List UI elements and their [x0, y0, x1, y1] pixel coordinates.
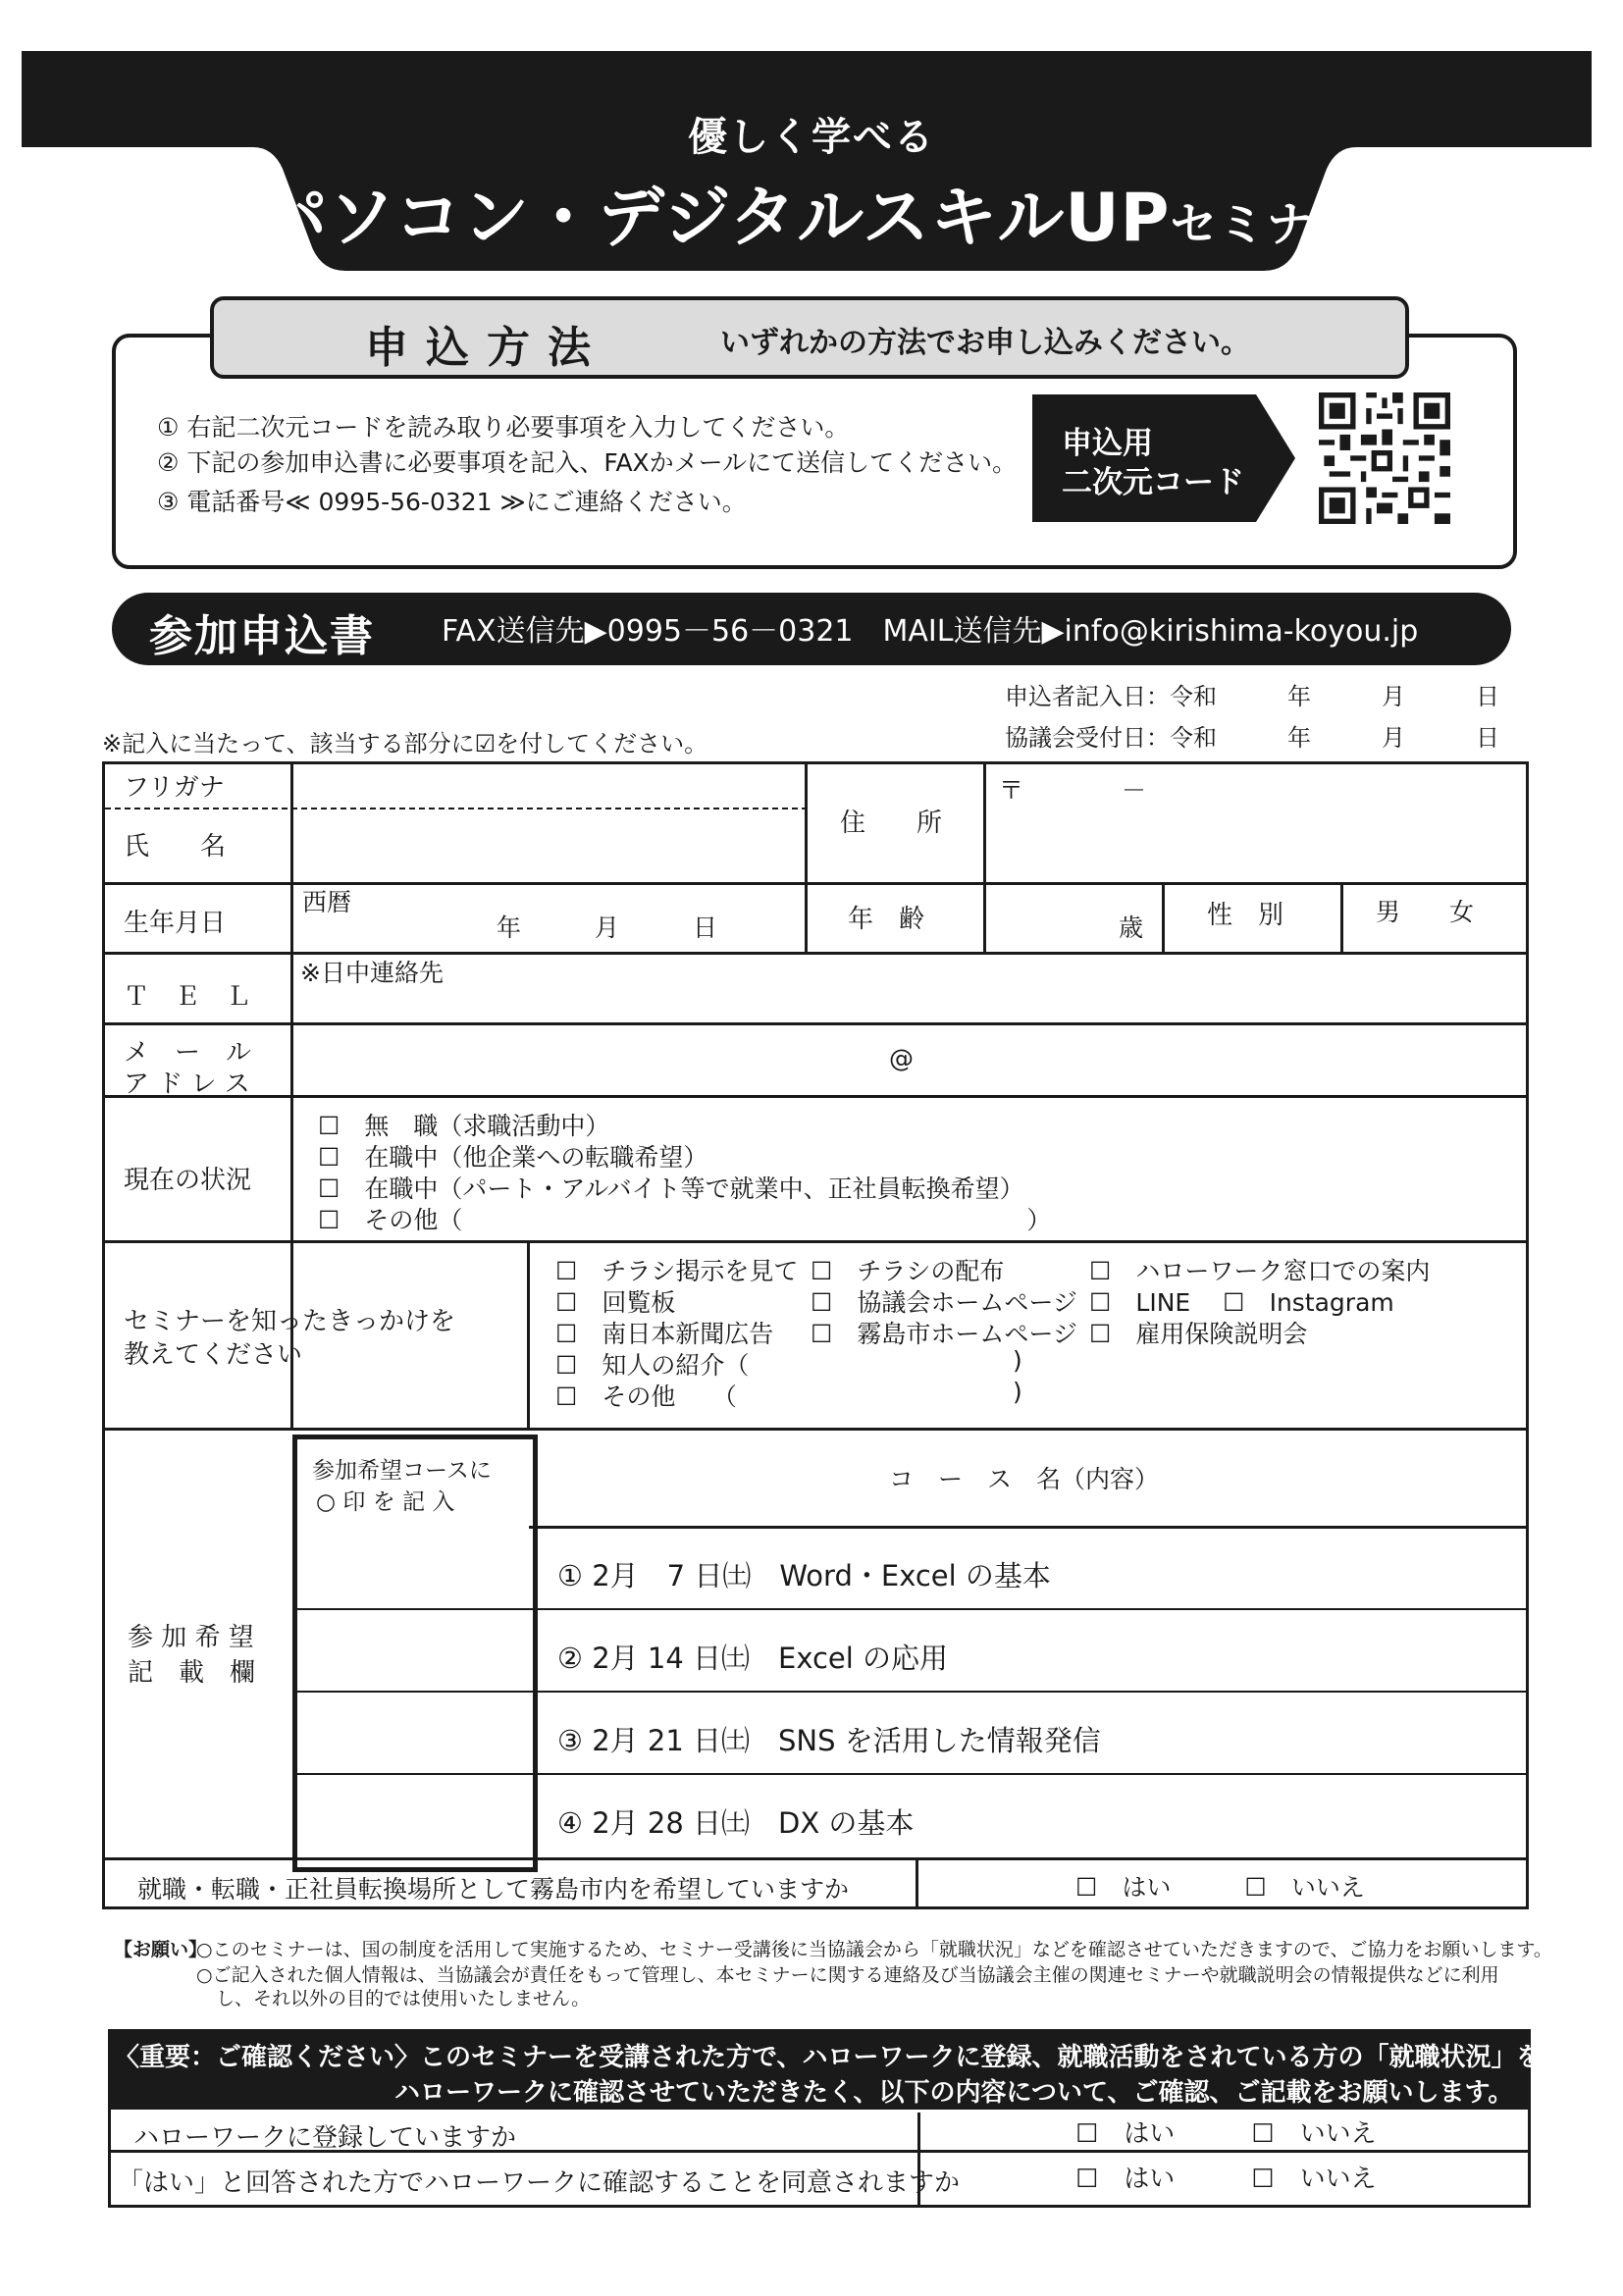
application-contact: FAX送信先▶0995－56－0321 MAIL送信先▶info@kirishima-koyou.jp — [442, 614, 1419, 649]
notes-line-3: し、それ以外の目的では使用いたしません。 — [216, 1988, 591, 2009]
name-field[interactable] — [294, 809, 795, 877]
source-label-1: セミナーを知ったきっかけを — [124, 1307, 456, 1336]
source-option[interactable]: ☐ LINE ☐ Instagram — [1089, 1288, 1394, 1317]
applicant-date[interactable]: 申込者記入日：令和 年 月 日 — [1005, 683, 1499, 710]
request-label-2: 記 載 欄 — [128, 1658, 256, 1688]
tel-label: Ｔ Ｅ Ｌ — [124, 982, 252, 1012]
answer-consent[interactable]: ☐ はい ☐ いいえ — [1075, 2165, 1377, 2194]
method-step-3: ③ 電話番号≪ 0995-56-0321 ≫にご連絡ください。 — [157, 488, 747, 516]
status-option[interactable]: ☐ その他（ ） — [318, 1206, 1052, 1234]
important-line-2: ハローワークに確認させていただきたく、以下の内容について、ご確認、ご記載をお願いします。 — [394, 2078, 1514, 2108]
course-item: ② 2月 14 日㈯ Excel の応用 — [557, 1642, 949, 1675]
furigana-label: フリガナ — [124, 773, 225, 803]
source-label-2: 教えてください — [124, 1340, 303, 1370]
course-item: ① 2月 7 日㈯ Word・Excel の基本 — [557, 1559, 1051, 1592]
sex-options[interactable]: 男 女 — [1376, 898, 1475, 926]
status-label: 現在の状況 — [124, 1166, 252, 1195]
tel-field[interactable]: ※日中連絡先 — [300, 959, 444, 987]
course-choice-cell[interactable] — [298, 1780, 524, 1854]
receipt-date: 協議会受付日：令和 年 月 日 — [1005, 724, 1499, 752]
question-hellowork: ハローワークに登録していますか — [133, 2123, 517, 2153]
source-option[interactable]: ☐ 協議会ホームページ — [811, 1288, 1077, 1317]
source-option[interactable]: ☐ 雇用保険説明会 — [1089, 1320, 1308, 1348]
seireki-label: 西暦 — [302, 888, 352, 916]
method-note: いずれかの方法でお申し込みください。 — [720, 326, 1250, 360]
status-option[interactable]: ☐ 在職中（パート・アルバイト等で就業中、正社員転換希望） — [318, 1174, 1024, 1203]
birth-label: 生年月日 — [124, 909, 227, 938]
age-label: 年 齢 — [848, 905, 925, 934]
qr-code-icon[interactable] — [1319, 392, 1450, 524]
notes-line-1: ○このセミナーは、国の制度を活用して実施するため、セミナー受講後に当協議会から「就職状況」などを確認させていただきますので、ご協力をお願いします。 — [196, 1939, 1552, 1960]
age-field[interactable]: 歳 — [1119, 913, 1144, 942]
choice-header-1: 参加希望コースに — [312, 1458, 492, 1484]
important-line-1: 〈重要：ご確認ください〉このセミナーを受講された方で、ハローワークに登録、就職活動をされている方の「就職状況」を、 — [114, 2043, 1568, 2072]
course-choice-cell[interactable] — [298, 1533, 524, 1607]
sex-label: 性 別 — [1207, 901, 1284, 930]
notes-label: 【お願い】 — [114, 1939, 208, 1960]
question-consent: 「はい」と回答された方でハローワークに確認することを同意されますか — [118, 2168, 961, 2198]
source-option[interactable]: ☐ チラシ掲示を見て — [555, 1257, 799, 1285]
course-item: ③ 2月 21 日㈯ SNS を活用した情報発信 — [557, 1724, 1101, 1757]
source-option[interactable]: ☐ 南日本新聞広告 — [555, 1320, 774, 1348]
source-option[interactable]: ☐ 霧島市ホームページ — [811, 1320, 1077, 1348]
address-label: 住 所 — [840, 809, 943, 838]
answer-hellowork[interactable]: ☐ はい ☐ いいえ — [1075, 2119, 1377, 2149]
name-label: 氏 名 — [124, 832, 227, 861]
banner-title-main: パソコン・デジタルスキルUP — [260, 180, 1171, 257]
banner-subtitle: 優しく学べる — [688, 115, 935, 160]
course-choice-cell[interactable] — [298, 1697, 524, 1772]
paren-close: ) — [1013, 1378, 1022, 1406]
mail-field[interactable]: @ — [889, 1044, 914, 1072]
instruction-text: ※記入に当たって、該当する部分に☑を付してください。 — [102, 730, 708, 757]
qr-label-line1: 申込用 — [1062, 426, 1153, 461]
source-option[interactable]: ☐ チラシの配布 — [811, 1257, 1005, 1285]
address-field[interactable]: 〒 － — [999, 776, 1147, 805]
course-item: ④ 2月 28 日㈯ DX の基本 — [557, 1806, 915, 1840]
furigana-field[interactable] — [294, 767, 795, 803]
kirishima-question: 就職・転職・正社員転換場所として霧島市内を希望していますか — [137, 1875, 850, 1904]
course-header: コ ー ス 名（内容） — [889, 1465, 1160, 1493]
banner-title — [0, 165, 1623, 260]
source-option[interactable]: ☐ その他 （ — [555, 1383, 737, 1411]
method-title: 申込方法 — [365, 323, 608, 373]
source-option[interactable]: ☐ ハローワーク窓口での案内 — [1089, 1257, 1431, 1285]
notes-line-2: ○ご記入された個人情報は、当協議会が責任をもって管理し、本セミナーに関する連絡及び当協議会主催の関連セミナーや就職説明会の情報提供などに利用 — [196, 1964, 1499, 1986]
qr-label-line2: 二次元コード — [1062, 465, 1244, 500]
course-choice-cell[interactable] — [298, 1615, 524, 1690]
source-option[interactable]: ☐ 知人の紹介（ — [555, 1351, 750, 1380]
banner-title-small: セミナー — [1170, 197, 1363, 252]
application-title: 参加申込書 — [149, 611, 375, 661]
mail-label-2: ア ド レ ス — [124, 1070, 250, 1099]
mail-label-1: メ ー ル — [124, 1038, 252, 1068]
status-option[interactable]: ☐ 在職中（他企業への転職希望） — [318, 1143, 708, 1172]
source-option[interactable]: ☐ 回覧板 — [555, 1288, 676, 1317]
choice-header-2: ○ 印 を 記 入 — [316, 1489, 455, 1515]
method-step-2: ② 下記の参加申込書に必要事項を記入、FAXかメールにて送信してください。 — [157, 448, 1018, 477]
birth-date-field[interactable]: 年 月 日 — [497, 913, 718, 942]
kirishima-answer[interactable]: ☐ はい ☐ いいえ — [1075, 1873, 1365, 1902]
status-option[interactable]: ☐ 無 職（求職活動中） — [318, 1112, 610, 1140]
paren-close: ) — [1013, 1346, 1022, 1375]
request-label-1: 参 加 希 望 — [128, 1623, 254, 1652]
method-step-1: ① 右記二次元コードを読み取り必要事項を入力してください。 — [157, 413, 850, 442]
